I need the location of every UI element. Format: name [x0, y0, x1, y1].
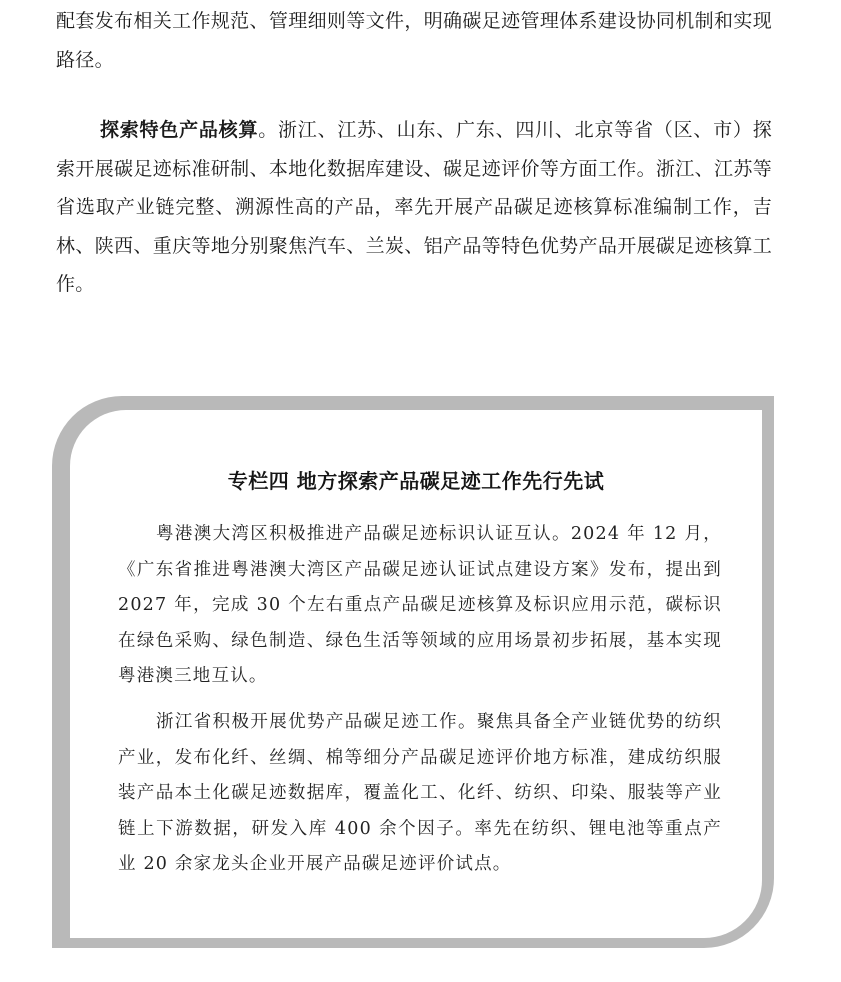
- special-column-title: 专栏四 地方探索产品碳足迹工作先行先试: [227, 469, 605, 493]
- special-column-panel: [70, 410, 762, 938]
- body-paragraph-1: [56, 2, 772, 79]
- paragraph-2-text: 。浙江、江苏、山东、广东、四川、北京等省（区、市）探索开展碳足迹标准研制、本地化数据库建设、碳足迹评价等方面工作。浙江、江苏等省选取产业链完整、溯源性高的产品，率先开展产品碳足迹核算标准编制工作，吉林、陕西、重庆等地分别聚焦汽车、兰炭、铝产品等特色优势产品开展碳足迹核算工作。: [56, 119, 772, 295]
- special-column-paragraph-1: 粤港澳大湾区积极推进产品碳足迹标识认证互认。2024 年 12 月，《广东省推进粤港澳大湾区产品碳足迹认证试点建设方案》发布，提出到 2027 年，完成 30 个左右重点产品碳足迹核算及标识应用示范，碳标识在绿色采购、绿色制造、绿色生活等领域的应用场景初步拓展，基本实现粤港澳三地互认。: [118, 524, 722, 686]
- paragraph-2-lead: 探索特色产品核算: [100, 119, 259, 141]
- special-column-paragraph-2: 浙江省积极开展优势产品碳足迹工作。聚焦具备全产业链优势的纺织产业，发布化纤、丝绸、棉等细分产品碳足迹评价地方标准，建成纺织服装产品本土化碳足迹数据库，覆盖化工、化纤、纺织、印染、服装等产业链上下游数据，研发入库 400 余个因子。率先在纺织、锂电池等重点产业 20 余家龙头企业开展产品碳足迹评价试点。: [118, 712, 722, 874]
- body-paragraph-2: [56, 111, 772, 304]
- paragraph-1-text: 配套发布相关工作规范、管理细则等文件，明确碳足迹管理体系建设协同机制和实现路径。: [56, 10, 772, 71]
- special-column-frame: [52, 396, 774, 948]
